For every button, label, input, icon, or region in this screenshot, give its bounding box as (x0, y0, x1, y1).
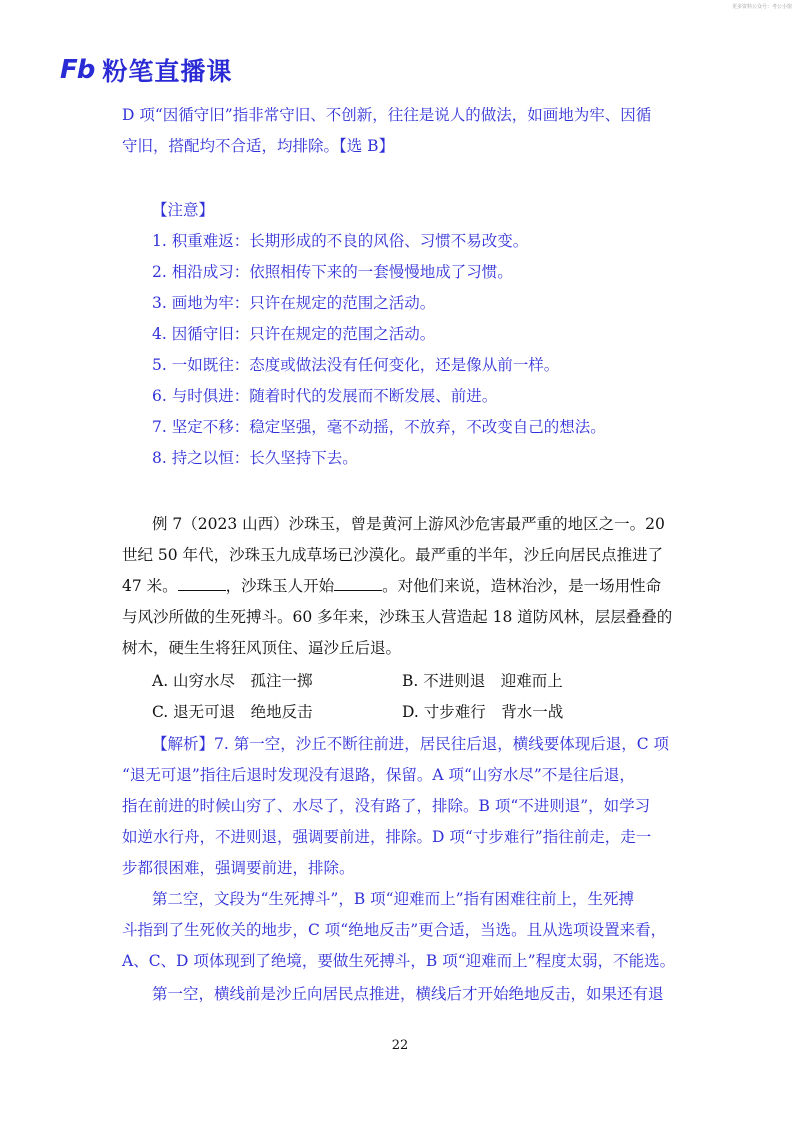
note-title: 【注意】 (152, 201, 215, 219)
option-a: A. 山穷水尽 孤注一掷 (152, 672, 313, 690)
question-line-3-middle: ，沙珠玉人开始 (225, 577, 335, 595)
page-number: 22 (391, 1038, 409, 1053)
second-blank-line-3: A、C、D 项体现到了绝境，要做生死搏斗，B 项“迎难而上”程度太弱，不能选。 (122, 952, 676, 970)
intro-line-2: 守旧，搭配均不合适，均排除。【选 B】 (122, 137, 395, 155)
analysis-line-2: “退无可退”指往后退时发现没有退路，保留。A 项“山穷水尽”不是往后退， (122, 766, 635, 784)
logo-text: 粉笔直播课 (102, 57, 233, 86)
option-d: D. 寸步难行 背水一战 (402, 703, 564, 721)
question-line-3 (122, 571, 661, 602)
question-line-1: 例 7（2023 山西）沙珠玉，曾是黄河上游风沙危害最严重的地区之一。20 (152, 515, 665, 533)
note-item-3: 3. 画地为牢：只许在规定的范围之活动。 (152, 294, 436, 312)
brand-logo (60, 52, 232, 88)
answer-blank-1 (178, 572, 226, 591)
question-line-3-start: 47 米。 (122, 577, 178, 595)
logo-mark-icon: Fb (60, 55, 95, 85)
question-line-5: 树木，硬生生将狂风顶住、逼沙丘后退。 (122, 639, 402, 657)
question-line-4: 与风沙所做的生死搏斗。60 多年来，沙珠玉人营造起 18 道防风林，层层叠叠的 (122, 608, 673, 626)
top-watermark-note: 更多资料公众号：考公小窗 (731, 4, 792, 10)
note-item-1: 1. 积重难返：长期形成的不良的风俗、习惯不易改变。 (152, 232, 529, 250)
analysis-line-5: 步都很困难，强调要前进，排除。 (122, 859, 355, 877)
option-b: B. 不进则退 迎难而上 (402, 672, 563, 690)
note-item-4: 4. 因循守旧：只许在规定的范围之活动。 (152, 325, 436, 343)
second-blank-line-1: 第二空，文段为“生死搏斗”，B 项“迎难而上”指有困难往前上，生死搏 (152, 890, 635, 908)
second-blank-line-2: 斗指到了生死攸关的地步，C 项“绝地反击”更合适，当选。且从选项设置来看， (122, 921, 667, 939)
analysis-line-4: 如逆水行舟，不进则退，强调要前进，排除。D 项“寸步难行”指往前走，走一 (122, 828, 652, 846)
analysis-line-1: 【解析】7. 第一空，沙丘不断往前进，居民往后退，横线要体现后退，C 项 (152, 735, 670, 753)
first-blank-review-line: 第一空，横线前是沙丘向居民点推进，横线后才开始绝地反击，如果还有退 (152, 985, 664, 1003)
note-item-8: 8. 持之以恒：长久坚持下去。 (152, 449, 358, 467)
intro-line-1: D 项“因循守旧”指非常守旧、不创新，往往是说人的做法，如画地为牢、因循 (122, 106, 652, 124)
note-item-6: 6. 与时俱进：随着时代的发展而不断发展、前进。 (152, 387, 498, 405)
option-c: C. 退无可退 绝地反击 (152, 703, 313, 721)
question-line-3-end: 。对他们来说，造林治沙，是一场用性命 (382, 577, 662, 595)
question-line-2: 世纪 50 年代，沙珠玉九成草场已沙漠化。最严重的半年，沙丘向居民点推进了 (122, 546, 664, 564)
answer-blank-2 (334, 572, 382, 591)
analysis-line-3: 指在前进的时候山穷了、水尽了，没有路了，排除。B 项“不进则退”，如学习 (122, 797, 651, 815)
note-item-7: 7. 坚定不移：稳定坚强，毫不动摇，不放弃，不改变自己的想法。 (152, 418, 606, 436)
note-item-2: 2. 相沿成习：依照相传下来的一套慢慢地成了习惯。 (152, 263, 513, 281)
note-item-5: 5. 一如既往：态度或做法没有任何变化，还是像从前一样。 (152, 356, 560, 374)
